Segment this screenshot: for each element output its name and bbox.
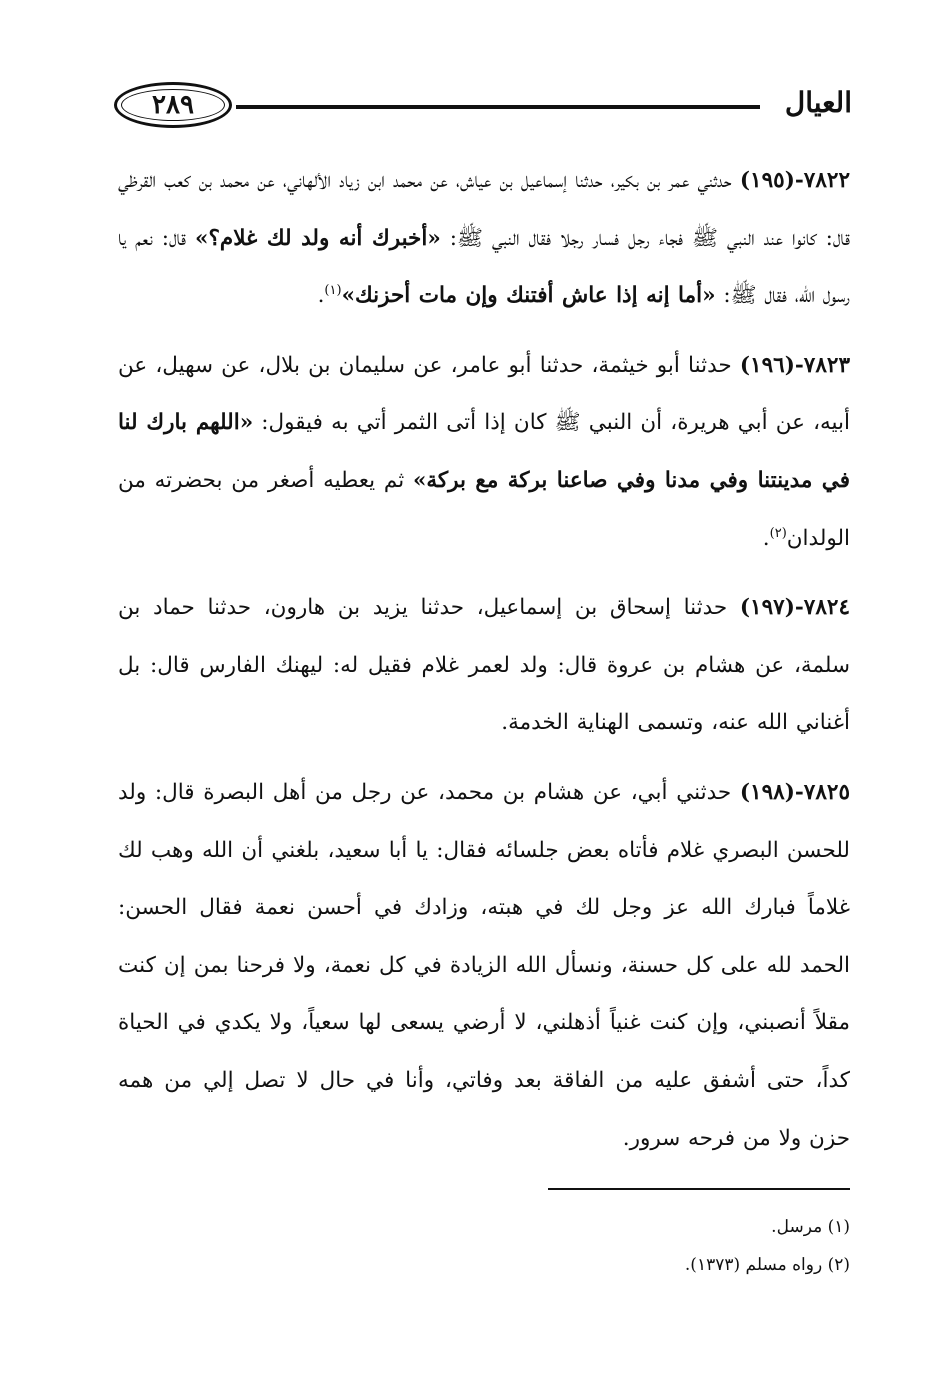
hadith-number: ٧٨٢٤-(١٩٧) bbox=[739, 595, 850, 621]
page-number: ٢٨٩ bbox=[152, 90, 194, 120]
page-number-badge bbox=[114, 82, 232, 128]
hadith-text: حدثنا إسحاق بن إسماعيل، حدثنا يزيد بن هارون، حدثنا حماد بن سلمة، عن هشام بن عروة قال: ولد لعمر غلام فقيل له: ليهنك الفارس قال: بل أغناني الله عنه، وتسمى الهناية الخدمة. bbox=[118, 595, 850, 736]
footnote-reference: (٢) bbox=[769, 525, 787, 541]
footnote-separator bbox=[548, 1188, 850, 1190]
quoted-saying: «أما إنه إذا عاش أفتنك وإن مات أحزنك» bbox=[341, 283, 716, 309]
quoted-saying: «اللهم بارك لنا في مدينتنا وفي مدنا وفي صاعنا بركة مع بركة» bbox=[118, 410, 850, 493]
quoted-saying: «أخبرك أنه ولد لك غلام؟» bbox=[195, 225, 441, 251]
hadith-text: . bbox=[317, 283, 325, 309]
footnotes bbox=[500, 1208, 850, 1284]
chapter-title: العيال bbox=[784, 86, 852, 119]
main-text bbox=[118, 152, 850, 1179]
hadith-paragraph bbox=[118, 337, 850, 567]
hadith-text: قال: نعم يا رسول الله، فقال ﷺ: bbox=[118, 225, 850, 309]
header-rule bbox=[236, 105, 760, 109]
footnote: (١) مرسل. bbox=[771, 1217, 850, 1237]
hadith-text: ثم يعطيه أصغر من بحضرته من الولدان bbox=[118, 467, 850, 551]
hadith-text: حدثني أبي، عن هشام بن محمد، عن رجل من أهل البصرة قال: ولد للحسن البصري غلام فأتاه بعض جلسائه فقال: يا أبا سعيد، بلغني أن الله وهب لك غلاماً فبارك الله عز وجل لك في هبته، وزادك في أحسن نعمة فقال الحسن: الحمد لله على كل حسنة، ونسأل الله الزيادة في كل نعمة، ولا فرحنا بمن إن كنت مقلاً أنصبني، وإن كنت غنياً أذهلني، لا أرضي يسعى لها سعياً، ولا يكدي في الحياة كداً، حتى أشفق عليه من الفاقة بعد وفاتي، وأنا في حال لا تصل إلي من همه حزن ولا من فرحه سرور. bbox=[118, 779, 850, 1151]
hadith-number: ٧٨٢٥-(١٩٨) bbox=[739, 779, 850, 805]
hadith-paragraph bbox=[118, 579, 850, 752]
hadith-text: حدثنا أبو خيثمة، حدثنا أبو عامر، عن سليمان بن بلال، عن سهيل، عن أبيه، عن أبي هريرة، أن النبي ﷺ كان إذا أتى الثمر أتي به فيقول: bbox=[118, 352, 850, 436]
footnote-reference: (١) bbox=[324, 283, 342, 299]
hadith-text: . bbox=[762, 525, 770, 551]
hadith-number: ٧٨٢٢-(١٩٥) bbox=[739, 168, 850, 193]
hadith-paragraph bbox=[118, 152, 850, 325]
hadith-paragraph bbox=[118, 764, 850, 1167]
hadith-number: ٧٨٢٣-(١٩٦) bbox=[739, 352, 850, 378]
hadith-text: حدثني عمر بن بكير، حدثنا إسماعيل بن عياش، عن محمد ابن زياد الألهاني، عن محمد بن كعب القرظي قال: كانوا عند النبي ﷺ فجاء رجل فسار رجلا فقال النبي ﷺ: bbox=[118, 168, 850, 251]
page-header bbox=[112, 78, 852, 140]
footnote: (٢) رواه مسلم (١٣٧٣). bbox=[684, 1255, 850, 1275]
